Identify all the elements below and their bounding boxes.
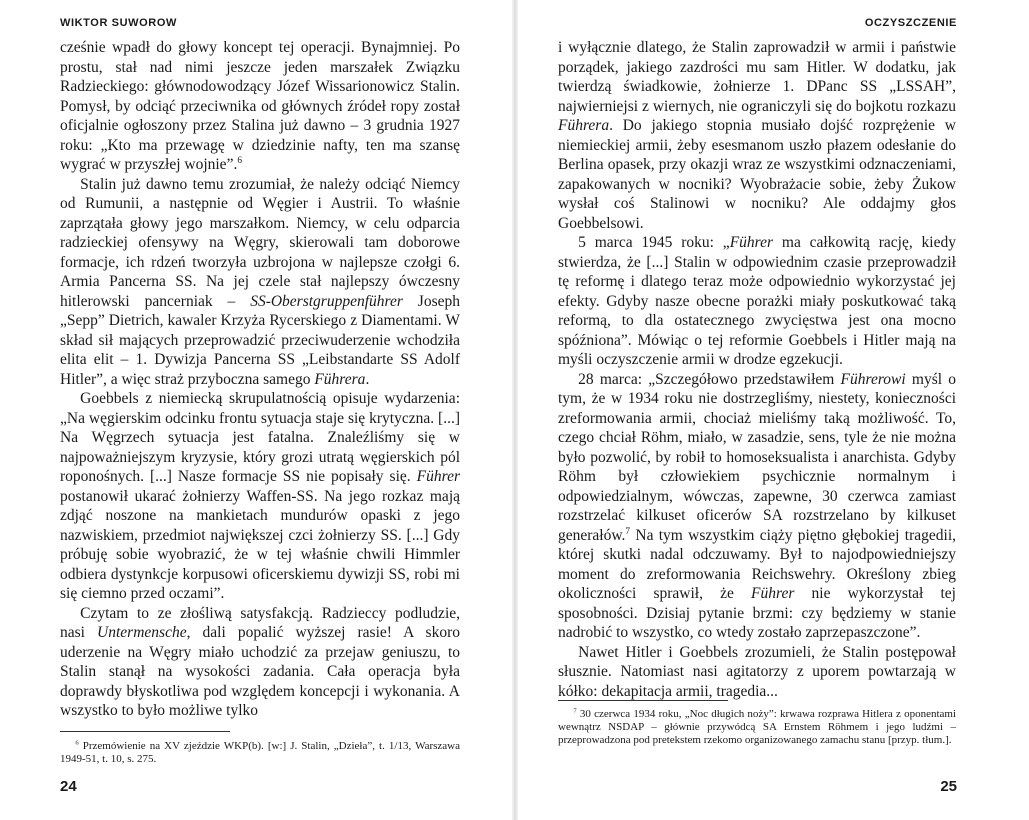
paragraph: Czytam to ze złośliwą satysfakcją. Radzieccy podludzie, nasi Untermensche, dali popalić wyższej rasie! A skoro uderzenie na Węgry miało uchodzić za przejaw geniuszu, to Stalin stanął na wysokości zadania. Cała operacja była doprawdy błyskotliwa pod względem koncepcji i wykonania. A wszystko to było możliwe tylko <box>60 604 460 719</box>
left-page-body <box>60 38 460 721</box>
page-number: 24 <box>60 778 77 795</box>
paragraph: Nawet Hitler i Goebbels zrozumieli, że Stalin postępował słusznie. Natomiast nasi agitatorzy z uporem powtarzają w kółko: dekapitacja armii, tragedia... <box>558 643 956 700</box>
paragraph: 28 marca: „Szczegółowo przedstawiłem Führerowi myśl o tym, że w 1934 roku nie dostrzegliśmy, niestety, konieczności zreformowania armii, chociaż mieliśmy taką możliwość. To, czego chciał Röhm, miało, w zasadzie, sens, tyle że nie można było pozwolić, by robił to homoseksualista i anarchista. Gdyby Röhm był człowiekiem psychicznie normalnym i odpowiedzialnym, wówczas, zapewne, 30 czerwca zamiast rozstrzelać kilkuset oficerów SA rozstrzelano by kilkuset generałów.$^7$ Na tym wszystkim ciąży piętno głębokiej tragedii, której skutki nadal odczuwamy. Był to najodpowiedniejszy moment do zreformowania Reichswehry. Określony zbieg okoliczności sprawił, że Führer nie wykorzystał tej sposobności. Dzisiaj pytanie brzmi: czy będziemy w stanie nadrobić to wszystko, co wtedy zostało zaprzepaszczone”. <box>558 370 956 641</box>
right-page-body <box>558 38 956 701</box>
footnote-ref: 6 <box>237 155 242 166</box>
footnote-rule <box>558 700 728 701</box>
right-page <box>518 0 1029 820</box>
paragraph: i wyłącznie dlatego, że Stalin zaprowadził w armii i państwie porządek, jakiego zazdrości mu sam Hitler. W dodatku, jak twierdzą świadkowie, żołnierze 1. DPanc SS „LSSAH”, najwierniejsi z wiernych, nie ograniczyli się do bojkotu rozkazu Führera. Do jakiego stopnia musiało dojść rozprężenie w niemieckiej armii, żeby esesmanom uszło płazem odesłanie do Berlina opasek, przy okazji wraz ze wszystkimi odznaczeniami, zapakowanych w nocniki? Wyobrażacie sobie, żeby Żukow wysłał coś Stalinowi w nocniku? Ale oddajmy głos Goebbelsowi. <box>558 39 956 232</box>
paragraph: Goebbels z niemiecką skrupulatnością opisuje wydarzenia: „Na węgierskim odcinku frontu sytuacja staje się krytyczna. [...] Na Węgrzech sytuacja jest fatalna. Znaleźliśmy się w najpoważniejszym kryzysie, który grozi utratą węgierskich pól roponośnych. [...] Nasze formacje SS nie popisały się. Führer postanowił ukarać żołnierzy Waffen-SS. Na jego rozkaz mają zdjąć noszone na mankietach mundurów opaski z jego nazwiskiem, przedmiot największej czci żołnierzy SS. [...] Gdy próbuję sobie wyobrazić, że w tej właśnie chwili Himmler odbiera dystynkcje korpusowi oficerskiemu dywizji SS, robi mi się ciemno przed oczami”. <box>60 390 460 602</box>
left-page <box>0 0 512 820</box>
footnote: $^7$ 30 czerwca 1934 roku, „Noc długich noży”: krwawa rozprawa Hitlera z oponentami wewnątrz NSDAP – głównie przywódcą SA Ernstem Röhmem i jego ludźmi – przeprowadzona pod pretekstem rzekomo organizowanego zamachu stanu [przyp. tłum.]. <box>558 707 956 746</box>
running-header-author: WIKTOR SUWOROW <box>60 17 177 29</box>
footnote: $^6$ Przemówienie na XV zjeździe WKP(b). [w:] J. Stalin, „Dzieła”, t. 1/13, Warszawa 1949-51, t. 10, s. 275. <box>60 739 460 765</box>
paragraph: Stalin już dawno temu zrozumiał, że należy odciąć Niemcy od Rumunii, a następnie od Węgier i Austrii. To właśnie zaprzątała głowy jego marszałkom. Niemcy, w celu odparcia radzieckiej ofensywy na Węgry, skierowali tam doborowe formacje, ich rdzeń tworzyła uzbrojona w najlepsze czołgi 6. Armia Pancerna SS. Na jej czele stał najlepszy ówczesny hitlerowski pancerniak – SS-Oberstgruppenführer Joseph „Sepp” Dietrich, kawaler Krzyża Rycerskiego z Diamentami. W skład sił mających przeprowadzić przeciwuderzenie wchodziła elita elit – 1. Dywizja Pancerna SS „Leibstandarte SS Adolf Hitler”, a więc straż przyboczna samego Führera. <box>60 175 460 388</box>
paragraph: 5 marca 1945 roku: „Führer ma całkowitą rację, kiedy stwierdza, że [...] Stalin w odpowiednim czasie przeprowadził tę reformę i dlatego teraz może odpowiednio wykorzystać jej efekty. Gdyby nasze obecne porażki miały poskutkować taką reformą, to dla ostatecznego zwycięstwa jest ona mocno spóźniona”. Mówiąc o tej reformie Goebbels i Hitler mają na myśli oczyszczenie armii w drodze egzekucji. <box>558 234 956 368</box>
running-header-chapter: OCZYSZCZENIE <box>864 17 957 29</box>
footnote-rule <box>60 731 230 732</box>
paragraph: cześnie wpadł do głowy koncept tej operacji. Bynajmniej. Po prostu, stał nad nimi jeszcze jeden marszałek Związku Radzieckiego: głównodowodzący Józef Wissarionowicz Stalin. Pomysł, by odciąć przeciwnika od głównych źródeł ropy został oficjalnie ogłoszony przez Stalina już dawno – 3 grudnia 1927 roku: „Kto ma przewagę w dziedzinie nafty, ten ma szansę wygrać w przyszłej wojnie”.$^6$ <box>60 39 460 173</box>
page-number: 25 <box>940 778 957 795</box>
footnote-ref: 7 <box>625 526 631 537</box>
